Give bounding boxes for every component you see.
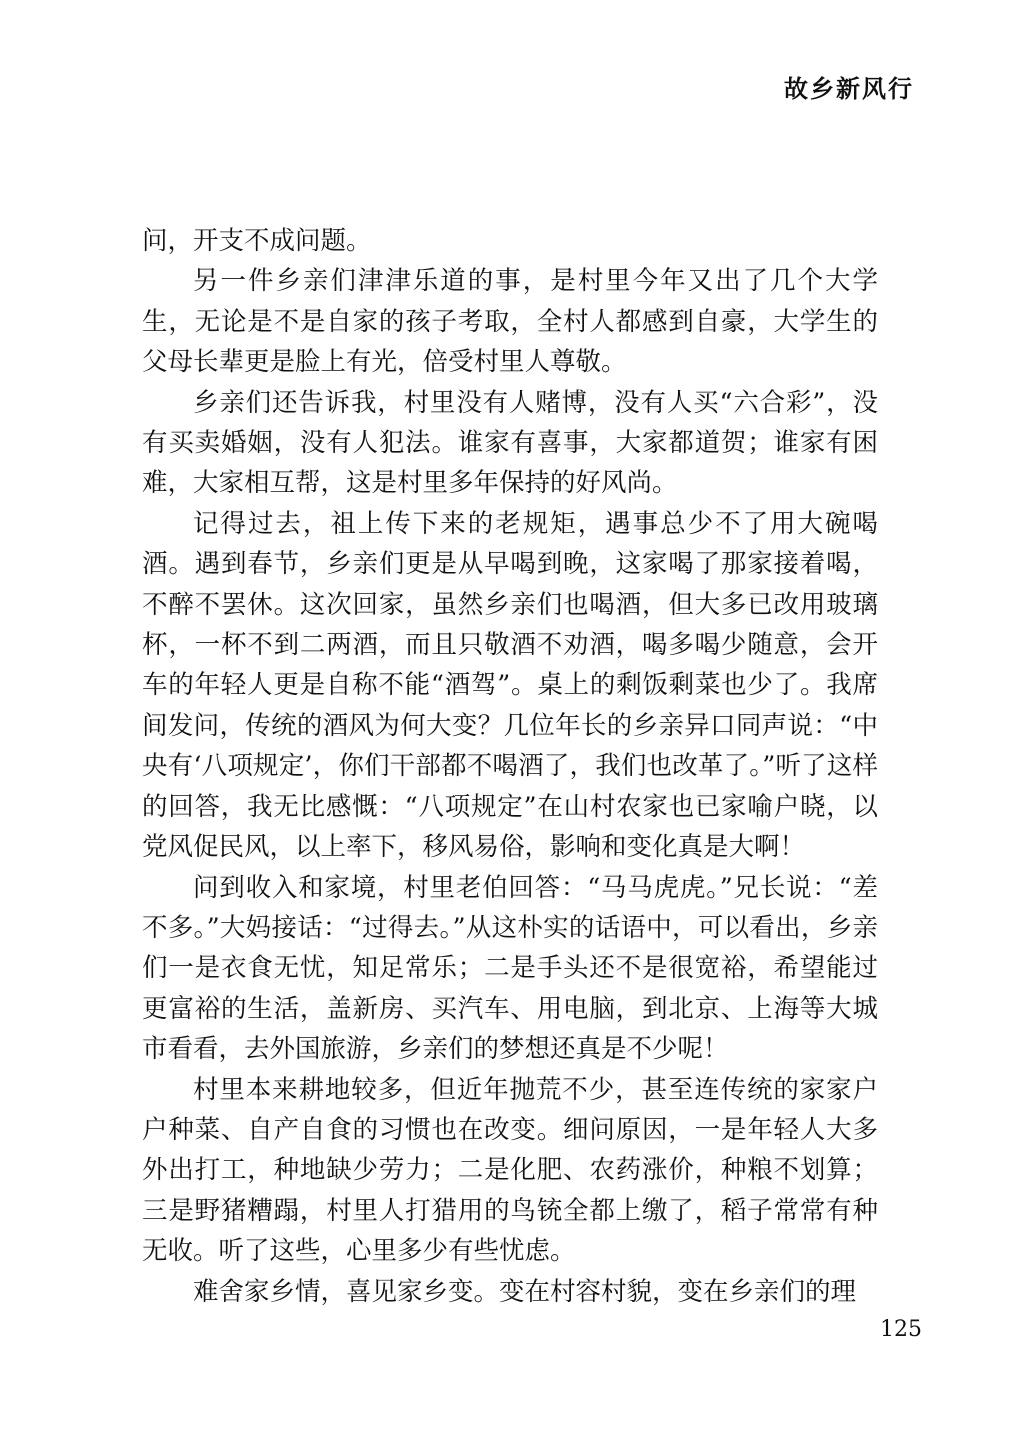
paragraph-3: 乡亲们还告诉我，村里没有人赌博，没有人买“六合彩”，没有买卖婚姻，没有人犯法。谁家有喜事，大家都道贺；谁家有困难，大家相互帮，这是村里多年保持的好风尚。	[142, 387, 878, 499]
paragraph-2: 另一件乡亲们津津乐道的事，是村里今年又出了几个大学生，无论是不是自家的孩子考取，全村人都感到自豪，大学生的父母长辈更是脸上有光，倍受村里人尊敬。	[142, 266, 878, 378]
paragraph-5: 问到收入和家境，村里老伯回答：“马马虎虎。”兄长说：“差不多。”大妈接话：“过得去。”从这朴实的话语中，可以看出，乡亲们一是衣食无忧，知足常乐；二是手头还不是很宽裕，希望能过更富裕的生活，盖新房、买汽车、用电脑，到北京、上海等大城市看看，去外国旅游，乡亲们的梦想还真是不少呢！	[142, 872, 878, 1065]
paragraph-6: 村里本来耕地较多，但近年抛荒不少，甚至连传统的家家户户种菜、自产自食的习惯也在改变。细问原因，一是年轻人大多外出打工，种地缺少劳力；二是化肥、农药涨价，种粮不划算；三是野猪糟蹋，村里人打猎用的鸟铳全都上缴了，稻子常常有种无收。听了这些，心里多少有些忧虑。	[142, 1074, 878, 1267]
page-number: 125	[880, 1317, 922, 1342]
page-body	[142, 221, 878, 1312]
paragraph-1: 问，开支不成问题。	[142, 226, 372, 256]
paragraph-4: 记得过去，祖上传下来的老规矩，遇事总少不了用大碗喝酒。遇到春节，乡亲们更是从早喝到晚，这家喝了那家接着喝，不醉不罢休。这次回家，虽然乡亲们也喝酒，但大多已改用玻璃杯，一杯不到二两酒，而且只敬酒不劝酒，喝多喝少随意，会开车的年轻人更是自称不能“酒驾”。桌上的剩饭剩菜也少了。我席间发问，传统的酒风为何大变？几位年长的乡亲异口同声说：“中央有‘八项规定’，你们干部都不喝酒了，我们也改革了。”听了这样的回答，我无比感慨：“八项规定”在山村农家也已家喻户晓，以党风促民风，以上率下，移风易俗，影响和变化真是大啊！	[142, 508, 878, 863]
paragraph-7: 难舍家乡情，喜见家乡变。变在村容村貌，变在乡亲们的理	[193, 1276, 857, 1307]
running-header-title: 故乡新风行	[784, 74, 914, 103]
